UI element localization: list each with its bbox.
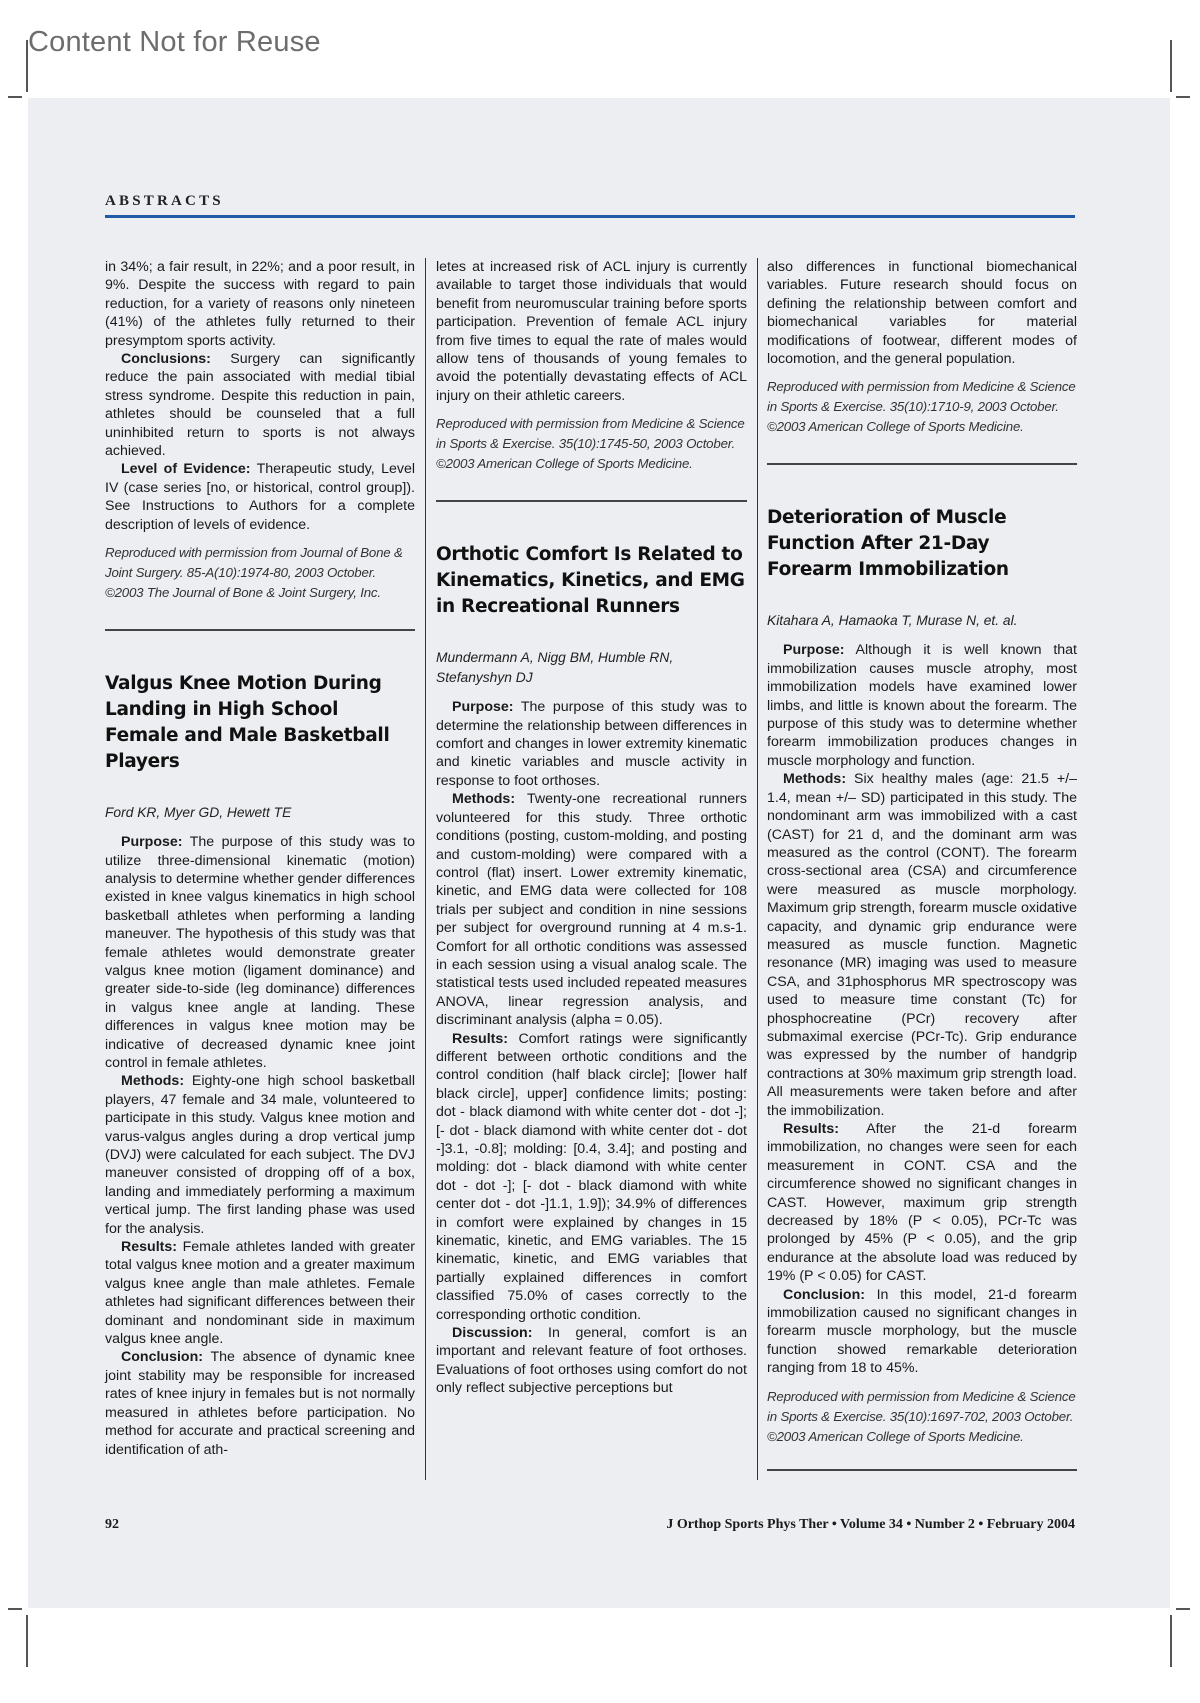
journal-footer: J Orthop Sports Phys Ther • Volume 34 • Number 2 • February 2004 (666, 1517, 1075, 1532)
level-of-evidence-label: Level of Evidence: (121, 461, 251, 478)
column-divider (757, 258, 758, 1480)
section-rule (767, 463, 1077, 465)
crop-mark (26, 40, 28, 92)
purpose-text: The purpose of this study was to utilize three-dimensional kinematic (motion) analysis to determine whether gender differences existed in knee valgus kinematics in high school basketball athletes when performing a landing maneuver. The hypothesis of this study was that female athletes would demonstrate greater valgus knee motion (ligament dominance) and greater side-to-side (leg dominance) differences in valgus knee angle at landing. These differences in valgus knee motion may be indicative of decreased dynamic knee joint control in female athletes. (105, 834, 415, 1071)
discussion-label: Discussion: (452, 1325, 533, 1342)
methods-paragraph (436, 790, 747, 1029)
article-authors: Kitahara A, Hamaoka T, Murase N, et. al. (767, 613, 1018, 629)
purpose-text: Although it is well known that immobilization causes muscle atrophy, most immobilization models have examined lower limbs, and little is known about the forearm. The purpose of this study was to determine whether forearm immobilization produces changes in muscle morphology and function. (767, 642, 1077, 769)
citation: Reproduced with permission from Medicine & Science in Sports & Exercise. 35(10):1710-9, 2003 October. ©2003 American College of Sports Medicine. (767, 379, 1076, 435)
results-label: Results: (452, 1030, 508, 1047)
methods-text: Eighty-one high school basketball players, 47 female and 34 male, volunteered to participate in this study. Valgus knee motion and varus-valgus angles during a drop vertical jump (DVJ) were calculated for each subject. The DVJ maneuver consisted of dropping off of a box, landing and immediately performing a maximum vertical jump. The first landing phase was used for the analysis. (105, 1073, 415, 1237)
methods-paragraph (767, 770, 1077, 1120)
crop-mark (8, 96, 22, 98)
methods-label: Methods: (452, 791, 516, 808)
column-divider (425, 258, 426, 1480)
column-3 (767, 258, 1077, 1511)
crop-mark (1170, 1615, 1172, 1667)
continued-paragraph: in 34%; a fair result, in 22%; and a poor result, in 9%. Despite the success with regard to pain reduction, for a variety of reasons only nineteen (41%) of the athletes fully returned to their presymptom sports activity. (105, 259, 415, 349)
results-paragraph (105, 1238, 415, 1348)
citation: Reproduced with permission from Journal of Bone & Joint Surgery. 85-A(10):1974-80, 2003 October. ©2003 The Journal of Bone & Joint Surgery, Inc. (105, 545, 403, 601)
results-label: Results: (121, 1239, 177, 1256)
crop-mark (1170, 40, 1172, 92)
discussion-text: In general, comfort is an important and relevant feature of foot orthoses. Evaluations of foot orthoses using comfort do not only reflect subjective perceptions but (436, 1325, 747, 1397)
article-title: Orthotic Comfort Is Related to Kinematics, Kinetics, and EMG in Recreational Runners (436, 544, 745, 618)
watermark-text: Content Not for Reuse (28, 26, 321, 58)
results-text: Female athletes landed with greater total valgus knee motion and a greater maximum valgus knee angle than male athletes. Female athletes had significant differences between their dominant and nondominant side in maximum valgus knee angle. (105, 1239, 415, 1348)
section-header: ABSTRACTS (105, 193, 224, 209)
section-rule (436, 500, 747, 502)
crop-mark (8, 1608, 22, 1610)
results-text: Comfort ratings were significantly different between orthotic conditions and the control condition (half black circle]; [lower half black circle], upper] confidence limits; posting: dot - black diamond with white center dot - dot -]; [- dot - black diamond with white center dot - dot -]3.1, -0.8]; molding: [0.4, 3.4]; and posting and molding: dot - black diamond with white center dot - dot -]; [- dot - black diamond with white center dot - dot -]1.1, 1.9]); 34.9% of differences in comfort were explained by changes in 15 kinematic, kinetic, and EMG variables. The 15 kinematic, kinetic, and EMG variables that partially explained differences in comfort classified 75.0% of cases correctly to the corresponding orthotic condition. (436, 1030, 747, 1323)
article-title: Deterioration of Muscle Function After 21-Day Forearm Immobilization (767, 507, 1009, 581)
crop-mark (1176, 1608, 1190, 1610)
methods-paragraph (105, 1072, 415, 1238)
purpose-paragraph (767, 641, 1077, 770)
section-rule (105, 629, 415, 631)
crop-mark (26, 1615, 28, 1667)
conclusions-paragraph (105, 350, 415, 460)
results-label: Results: (783, 1121, 839, 1137)
header-rule (105, 215, 1075, 218)
continued-paragraph: also differences in functional biomechanical variables. Future research should focus on defining the relationship between comfort and biomechanical variables for material modifications of footwear, different modes of locomotion, and the general population. (767, 259, 1077, 368)
conclusion-paragraph (105, 1348, 415, 1458)
level-of-evidence-text: Therapeutic study, Level IV (case series [no, or historical, control group]). See Instructions to Authors for a complete description of levels of evidence. (105, 461, 415, 533)
crop-mark (1176, 96, 1190, 98)
article-authors: Ford KR, Myer GD, Hewett TE (105, 805, 292, 821)
purpose-paragraph (436, 698, 747, 790)
methods-text: Six healthy males (age: 21.5 +/– 1.4, mean +/– SD) participated in this study. The nondominant arm was immobilized with a cast (CAST) for 21 d, and the dominant arm was measured as the control (CONT). The forearm cross-sectional area (CSA) and circumference were measured as muscle morphology. Maximum grip strength, forearm muscle oxidative capacity, and dynamic grip endurance were measured as muscle function. Magnetic resonance (MR) imaging was used to measure CSA, and 31phosphorus MR spectroscopy was used to measure time constant (Tc) for phosphocreatine (PCr) recovery after submaximal exercise (PCr-Tc). Grip endurance was expressed by the number of handgrip contractions at 30% maximum grip strength load. All measurements were taken before and after the immobilization. (767, 771, 1077, 1119)
conclusions-label: Conclusions: (121, 351, 211, 368)
column-1 (105, 258, 415, 1459)
results-text: After the 21-d forearm immobilization, no changes were seen for each measurement in CONT. CSA and the circumference showed no significant changes in CAST. However, maximum grip strength decreased by 18% (P < 0.05), PCr-Tc was prolonged by 45% (P < 0.05), and the grip endurance at the absolute load was reduced by 19% (P < 0.05) for CAST. (767, 1121, 1077, 1285)
article-title: Valgus Knee Motion During Landing in High School Female and Male Basketball Players (105, 673, 390, 773)
methods-label: Methods: (121, 1073, 185, 1090)
purpose-label: Purpose: (783, 642, 845, 659)
methods-label: Methods: (783, 771, 847, 788)
conclusion-text: In this model, 21-d forearm immobilization caused no significant changes in forearm muscle morphology, but the muscle function showed remarkable deterioration ranging from 18 to 45%. (767, 1286, 1077, 1377)
page-number: 92 (105, 1517, 119, 1532)
purpose-text: The purpose of this study was to determine the relationship between differences in comfort and changes in lower extremity kinematic and kinetic variables and muscle activity in response to foot orthoses. (436, 699, 747, 789)
discussion-paragraph (436, 1324, 747, 1398)
continued-paragraph: letes at increased risk of ACL injury is currently available to target those individuals that would benefit from neuromuscular training before sports participation. Prevention of female ACL injury from five times to equal the rate of males would allow tens of thousands of young females to avoid the potentially devastating effects of ACL injury on their athletic careers. (436, 259, 747, 404)
conclusion-label: Conclusion: (783, 1286, 865, 1303)
article-authors: Mundermann A, Nigg BM, Humble RN, Stefanyshyn DJ (436, 650, 674, 686)
conclusion-paragraph (767, 1286, 1077, 1378)
methods-text: Twenty-one recreational runners volunteered for this study. Three orthotic conditions (posting, custom-molding, and posting and custom-molding) were compared with a control (flat) insert. Lower extremity kinematic, kinetic, and EMG data were collected for 108 trials per subject and condition in nine sessions per subject for overground running at 4 m.s-1. Comfort for all orthotic conditions was assessed in each session using a visual analog scale. The statistical tests used included repeated measures ANOVA, linear regression analysis, and discriminant analysis (alpha = 0.05). (436, 791, 747, 1029)
citation: Reproduced with permission from Medicine & Science in Sports & Exercise. 35(10):1697-702, 2003 October. ©2003 American College of Sports Medicine. (767, 1388, 1076, 1444)
purpose-label: Purpose: (121, 834, 183, 851)
conclusion-text: The absence of dynamic knee joint stability may be responsible for increased rates of knee injury in females but is not normally measured in athletes before participation. No method for accurate and practical screening and identification of ath- (105, 1349, 415, 1458)
conclusion-label: Conclusion: (121, 1349, 203, 1366)
column-2 (436, 258, 747, 1398)
level-of-evidence-paragraph (105, 460, 415, 534)
purpose-paragraph (105, 833, 415, 1072)
citation: Reproduced with permission from Medicine & Science in Sports & Exercise. 35(10):1745-50, 2003 October. ©2003 American College of Sports Medicine. (436, 416, 745, 472)
purpose-label: Purpose: (452, 699, 514, 716)
results-paragraph (767, 1120, 1077, 1286)
conclusions-text: Surgery can significantly reduce the pain associated with medial tibial stress syndrome. Despite this reduction in pain, athletes should be counseled that a full uninhibited return to sports is not always achieved. (105, 351, 415, 460)
section-rule (767, 1469, 1077, 1471)
results-paragraph (436, 1030, 747, 1325)
